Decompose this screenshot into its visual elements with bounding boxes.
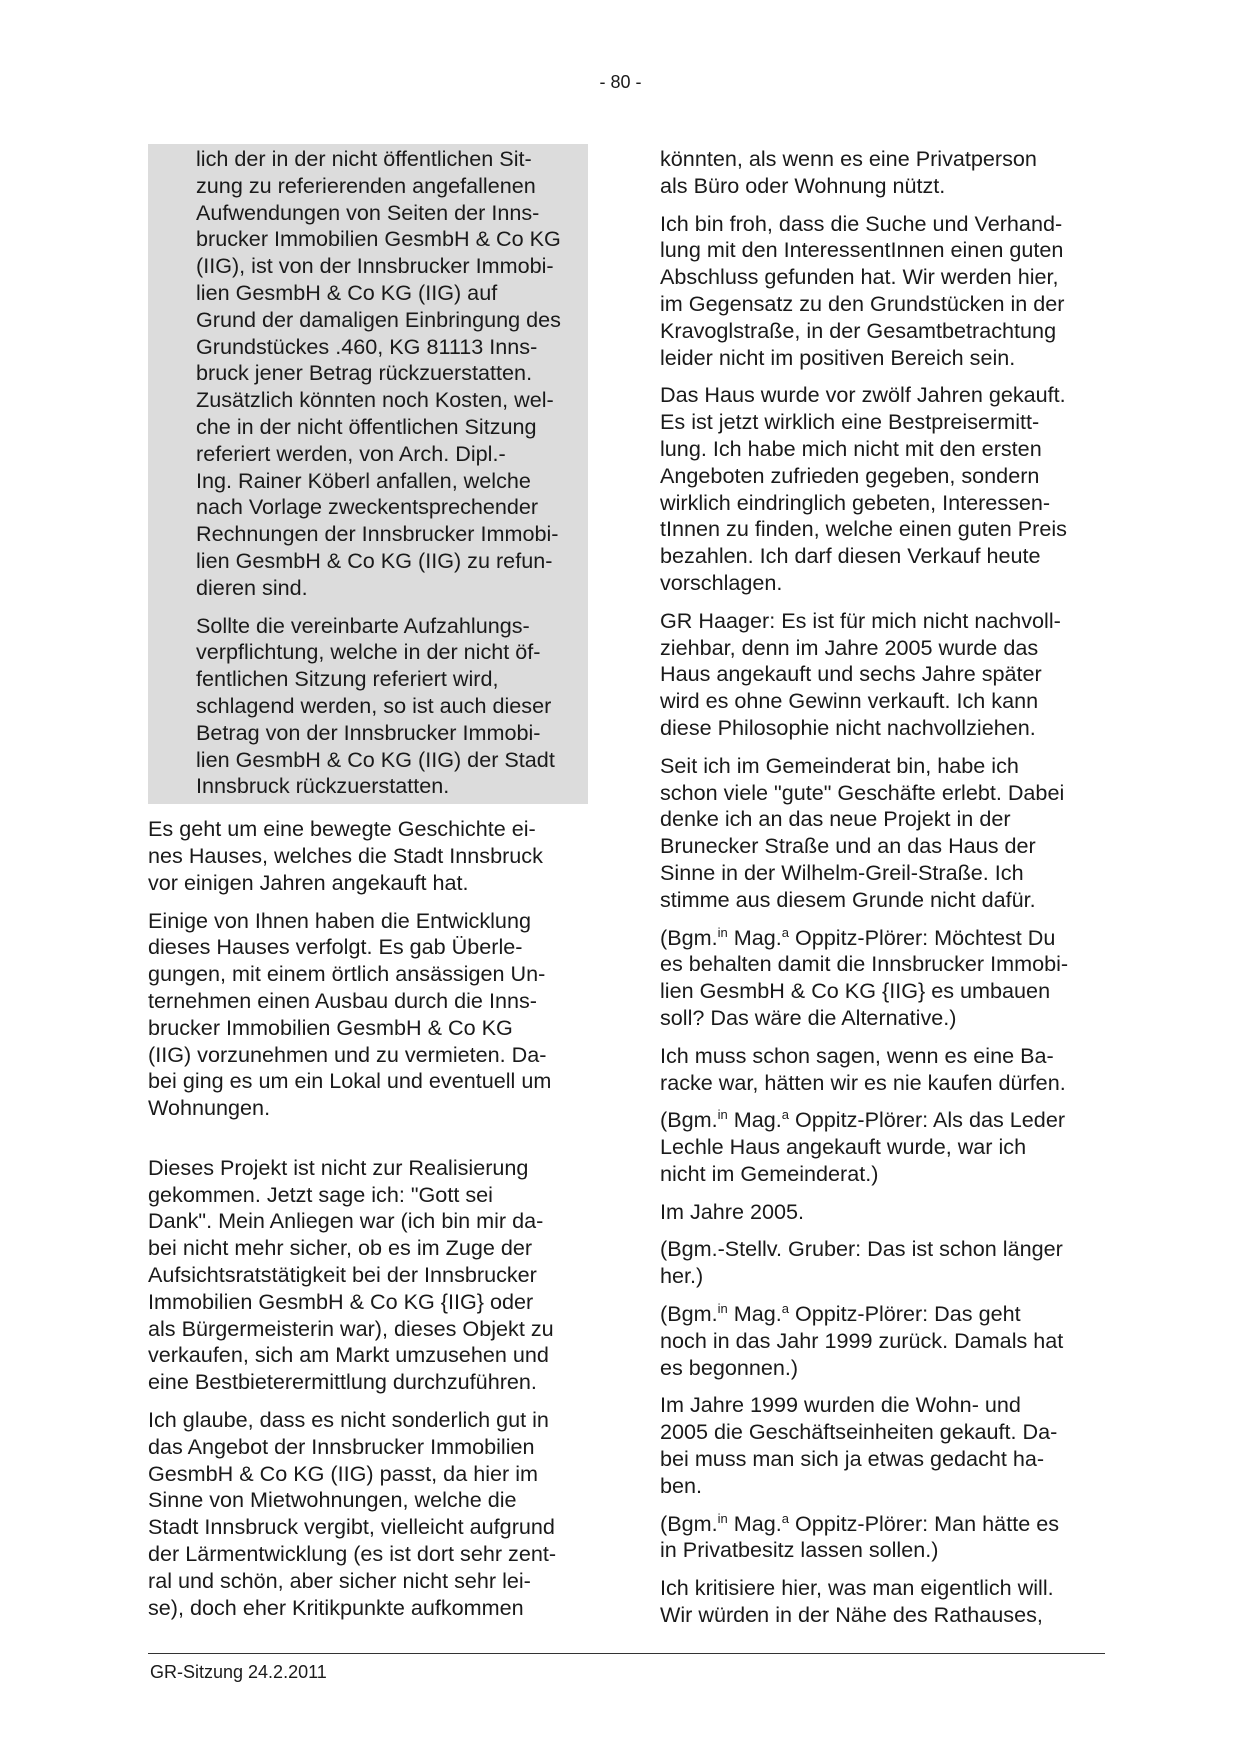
page-number: - 80 -: [599, 72, 642, 92]
interjection-mayor: (Bgm.$^{in}$ Mag.$^a$ Oppitz-Plörer: Möchtest Du es behalten damit die Innsbrucker Immobi- lien GesmbH & Co KG {IIG} es umbauen soll? Das wäre die Alternative.): [660, 924, 1069, 1030]
body-paragraph: Seit ich im Gemeinderat bin, habe ich schon viele "gute" Geschäfte erlebt. Dabei denke ich an das neue Projekt in der Brunecker Straße und an das Haus der Sinne in der Wilhelm-Greil-Straße. Ich stimme aus diesem Grunde nicht dafür.: [660, 752, 1065, 912]
interjection-mayor: (Bgm.$^{in}$ Mag.$^a$ Oppitz-Plörer: Das geht noch in das Jahr 1999 zurück. Damals hat es begonnen.): [660, 1301, 1064, 1380]
interjection-mayor: (Bgm.$^{in}$ Mag.$^a$ Oppitz-Plörer: Als das Leder Lechle Haus angekauft wurde, war ich nicht im Gemeinderat.): [660, 1107, 1066, 1186]
footer-divider: [148, 1653, 1105, 1654]
body-paragraph: Ich muss schon sagen, wenn es eine Ba- racke war, hätten wir es nie kaufen dürfen.: [660, 1042, 1066, 1095]
footer-session-date: GR-Sitzung 24.2.2011: [150, 1662, 327, 1682]
left-column: [148, 146, 588, 1632]
body-paragraph: Einige von Ihnen haben die Entwicklung dieses Hauses verfolgt. Es gab Überle- gungen, mit einem örtlich ansässigen Un- ternehmen einen Ausbau durch die Inns- brucker Immobilien GesmbH & Co KG (IIG) vorzunehmen und zu vermieten. Da- bei ging es um ein Lokal und eventuell um Wohnungen.: [148, 907, 552, 1121]
right-column: [660, 146, 1105, 1640]
body-paragraph: Im Jahre 2005.: [660, 1198, 805, 1224]
motion-text-box: [148, 144, 588, 804]
speech-haager: GR Haager: Es ist für mich nicht nachvoll- ziehbar, denn im Jahre 2005 wurde das Haus angekauft und sechs Jahre später wird es ohne Gewinn verkauft. Ich kann diese Philosophie nicht nachvollziehen.: [660, 607, 1061, 740]
body-paragraph: Das Haus wurde vor zwölf Jahren gekauft. Es ist jetzt wirklich eine Bestpreisermitt- lung. Ich habe mich nicht mit den ersten Angeboten zufrieden gegeben, sondern wirklich eindringlich gebeten, Interessen- tInnen zu finden, welche einen guten Preis bezahlen. Ich darf diesen Verkauf heute vorschlagen.: [660, 382, 1067, 595]
motion-paragraph: Sollte die vereinbarte Aufzahlungs- verpflichtung, welche in der nicht öf- fentlichen Sitzung referiert wird, schlagend werden, so ist auch dieser Betrag von der Innsbrucker Immobi- lien GesmbH & Co KG (IIG) der Stadt Innsbruck rückzuerstatten.: [196, 612, 555, 799]
motion-paragraph: lich der in der nicht öffentlichen Sit- zung zu referierenden angefallenen Aufwendungen von Seiten der Inns- brucker Immobilien GesmbH & Co KG (IIG), ist von der Innsbrucker Immobi- lien GesmbH & Co KG (IIG) auf Grund der damaligen Einbringung des Grundstückes .460, KG 81113 Inns- bruck jener Betrag rückzuerstatten. Zusätzlich könnten noch Kosten, wel- che in der nicht öffentlichen Sitzung referiert werden, von Arch. Dipl.- Ing. Rainer Köberl anfallen, welche nach Vorlage zweckentsprechender Rechnungen der Innsbrucker Immobi- lien GesmbH & Co KG (IIG) zu refun- dieren sind.: [196, 146, 561, 600]
body-paragraph: Ich bin froh, dass die Suche und Verhand- lung mit den InteressentInnen einen guten Abschluss gefunden hat. Wir werden hier, im Gegensatz zu den Grundstücken in der Kravoglstraße, in der Gesamtbetrachtung leider nicht im positiven Bereich sein.: [660, 210, 1065, 370]
body-paragraph: könnten, als wenn es eine Privatperson als Büro oder Wohnung nützt.: [660, 146, 1037, 198]
body-paragraph: Im Jahre 1999 wurden die Wohn- und 2005 die Geschäftseinheiten gekauft. Da- bei muss man sich ja etwas gedacht ha- ben.: [660, 1392, 1058, 1498]
body-paragraph: Dieses Projekt ist nicht zur Realisierung gekommen. Jetzt sage ich: "Gott sei Dank". Mein Anliegen war (ich bin mir da- bei nicht mehr sicher, ob es im Zuge der Aufsichtsratstätigkeit bei der Innsbrucker Immobilien GesmbH & Co KG {IIG} oder als Bürgermeisterin war), dieses Objekt zu verkaufen, sich am Markt umzusehen und eine Bestbieterermittlung durchzuführen.: [148, 1154, 554, 1395]
body-paragraph: Ich kritisiere hier, was man eigentlich will. Wir würden in der Nähe des Rathauses,: [660, 1575, 1054, 1628]
interjection-deputy-mayor: (Bgm.-Stellv. Gruber: Das ist schon länger her.): [660, 1236, 1063, 1289]
interjection-mayor: (Bgm.$^{in}$ Mag.$^a$ Oppitz-Plörer: Man hätte es in Privatbesitz lassen sollen.): [660, 1510, 1060, 1563]
body-paragraph: Es geht um eine bewegte Geschichte ei- nes Hauses, welches die Stadt Innsbruck vor einigen Jahren angekauft hat.: [148, 816, 543, 895]
body-paragraph: Ich glaube, dass es nicht sonderlich gut in das Angebot der Innsbrucker Immobilien GesmbH & Co KG (IIG) passt, da hier im Sinne von Mietwohnungen, welche die Stadt Innsbruck vergibt, vielleicht aufgrund der Lärmentwicklung (es ist dort sehr zent- ral und schön, aber sicher nicht sehr lei- se), doch eher Kritikpunkte aufkommen: [148, 1407, 557, 1620]
